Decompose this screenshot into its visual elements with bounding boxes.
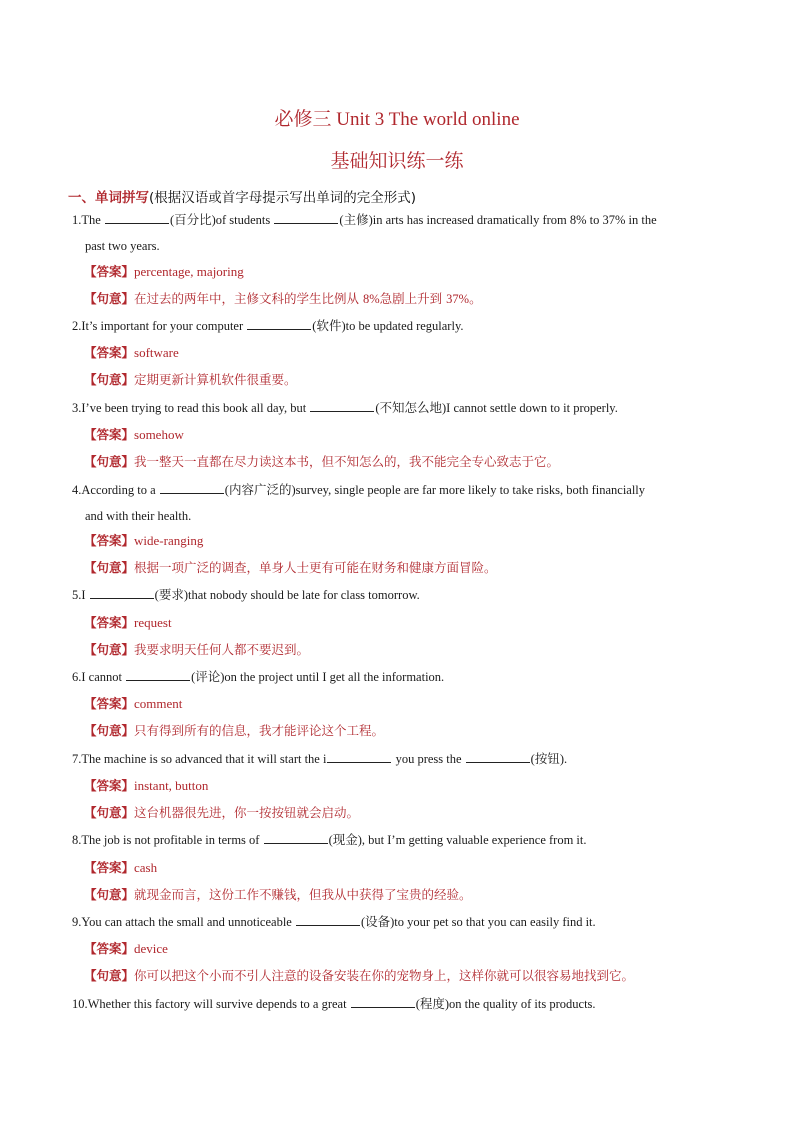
question-number: 8. (72, 833, 82, 847)
answer-text: cash (134, 860, 158, 875)
meaning-text: 根据一项广泛的调查，单身人士更有可能在财务和健康方面冒险。 (134, 560, 497, 575)
meaning-text: 这台机器很先进，你一按按钮就会启动。 (134, 805, 360, 820)
answer-blank[interactable] (466, 750, 530, 763)
answer-text: instant, button (134, 778, 209, 793)
question-8: 8.The job is not profitable in terms of (现金), but I’m getting valuable experience from it. (72, 833, 587, 847)
section-label: 一、单词拼写 (68, 190, 149, 206)
answer-blank[interactable] (247, 317, 311, 330)
question-number: 1. (72, 213, 82, 227)
meaning-text: 只有得到所有的信息，我才能评论这个工程。 (134, 723, 385, 738)
question-6: 6.I cannot (评论)on the project until I get all the information. (72, 670, 445, 684)
answer-blank[interactable] (90, 586, 154, 599)
answer-tag: 【答案】 (84, 264, 135, 279)
meaning-5: 【句意】我要求明天任何人都不要迟到。 (84, 642, 310, 657)
meaning-6: 【句意】只有得到所有的信息，我才能评论这个工程。 (84, 723, 385, 738)
answer-7: 【答案】instant, button (84, 778, 209, 793)
section-heading (68, 186, 416, 206)
answer-text: software (134, 345, 179, 360)
page-subtitle: 基础知识练一练 (330, 151, 464, 172)
answer-blank[interactable] (310, 399, 374, 412)
meaning-text: 我一整天一直都在尽力读这本书，但不知怎么的，我不能完全专心致志于它。 (134, 454, 560, 469)
meaning-8: 【句意】就现金而言，这份工作不赚钱，但我从中获得了宝贵的经验。 (84, 887, 472, 902)
answer-2: 【答案】software (84, 345, 179, 360)
answer-blank[interactable] (296, 913, 360, 926)
answer-blank[interactable] (264, 831, 328, 844)
question-9: 9.You can attach the small and unnoticeable (设备)to your pet so that you can easily find it. (72, 915, 596, 929)
meaning-4: 【句意】根据一项广泛的调查，单身人士更有可能在财务和健康方面冒险。 (84, 560, 497, 575)
meaning-1: 【句意】在过去的两年中，主修文科的学生比例从 8%急剧上升到 37%。 (84, 291, 482, 306)
question-1: 1.The (百分比)of students (主修)in arts has increased dramatically from 8% to 37% in the (72, 213, 657, 227)
question-number: 2. (72, 319, 82, 333)
answer-text: percentage, majoring (134, 264, 244, 279)
meaning-text: 我要求明天任何人都不要迟到。 (134, 642, 310, 657)
meaning-text: 就现金而言，这份工作不赚钱，但我从中获得了宝贵的经验。 (134, 887, 472, 902)
meaning-2: 【句意】定期更新计算机软件很重要。 (84, 372, 297, 387)
question-5: 5.I (要求)that nobody should be late for class tomorrow. (72, 588, 420, 602)
question-10: 10.Whether this factory will survive depends to a great (程度)on the quality of its products. (72, 997, 596, 1011)
question-number: 5. (72, 588, 82, 602)
meaning-3: 【句意】我一整天一直都在尽力读这本书，但不知怎么的，我不能完全专心致志于它。 (84, 454, 560, 469)
meaning-7: 【句意】这台机器很先进，你一按按钮就会启动。 (84, 805, 360, 820)
question-2: 2.It’s important for your computer (软件)to be updated regularly. (72, 319, 464, 333)
answer-text: somehow (134, 427, 184, 442)
question-3: 3.I’ve been trying to read this book all day, but (不知怎么地)I cannot settle down to it properly. (72, 401, 618, 415)
question-1-continuation: past two years. (85, 239, 160, 253)
answer-5: 【答案】request (84, 615, 172, 630)
answer-1 (84, 259, 744, 285)
meaning-text: 你可以把这个小而不引人注意的设备安装在你的宠物身上，这样你就可以很容易地找到它。 (134, 968, 635, 983)
question-number: 10. (72, 997, 88, 1011)
question-number: 7. (72, 752, 82, 766)
answer-6: 【答案】comment (84, 696, 183, 711)
answer-8: 【答案】cash (84, 860, 158, 875)
answer-text: wide-ranging (134, 533, 204, 548)
answer-text: device (134, 941, 168, 956)
answer-blank[interactable] (351, 995, 415, 1008)
page-title: 必修三 Unit 3 The world online (274, 109, 520, 130)
answer-blank[interactable] (105, 211, 169, 224)
question-4: 4.According to a (内容广泛的)survey, single people are far more likely to take risks, both financially (72, 483, 646, 497)
meaning-9: 【句意】你可以把这个小而不引人注意的设备安装在你的宠物身上，这样你就可以很容易地找到它。 (84, 968, 635, 983)
question-4-continuation: and with their health. (85, 509, 192, 523)
section-note: (根据汉语或首字母提示写出单词的完全形式) (149, 190, 417, 206)
answer-text: comment (134, 696, 183, 711)
meaning-text: 定期更新计算机软件很重要。 (134, 372, 297, 387)
meaning-tag: 【句意】 (84, 291, 135, 306)
answer-blank[interactable] (274, 211, 338, 224)
question-number: 3. (72, 401, 82, 415)
answer-text: request (134, 615, 172, 630)
question-number: 4. (72, 483, 82, 497)
question-7: 7.The machine is so advanced that it will start the i you press the (按钮). (72, 752, 568, 766)
answer-blank[interactable] (327, 750, 391, 763)
answer-9: 【答案】device (84, 941, 168, 956)
answer-4: 【答案】wide-ranging (84, 533, 204, 548)
answer-blank[interactable] (126, 668, 190, 681)
answer-blank[interactable] (160, 481, 224, 494)
answer-3: 【答案】somehow (84, 427, 184, 442)
question-number: 6. (72, 670, 82, 684)
question-number: 9. (72, 915, 82, 929)
